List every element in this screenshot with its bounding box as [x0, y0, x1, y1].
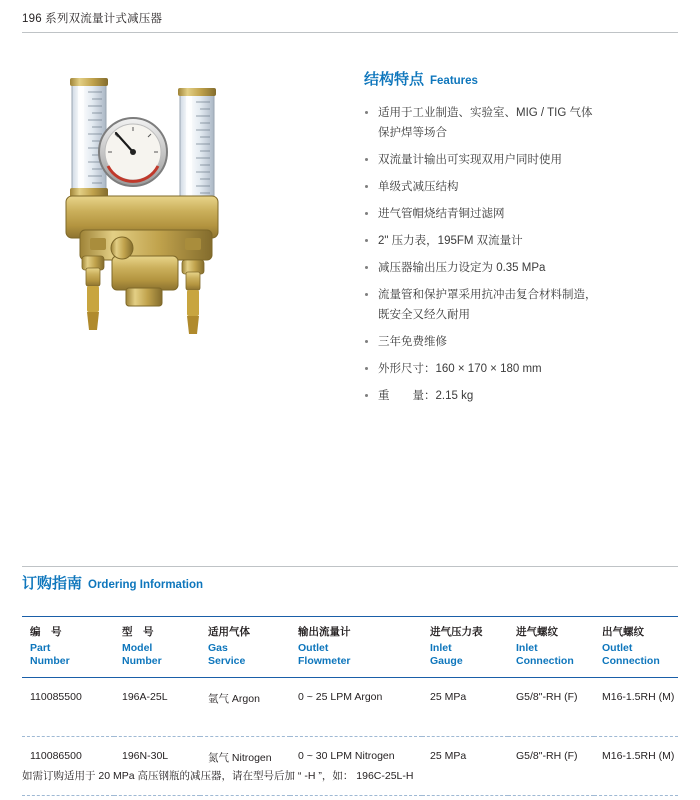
- header-divider: [22, 32, 678, 33]
- feature-item: [364, 359, 680, 379]
- bullet-icon: [365, 185, 368, 188]
- ordering-divider: [22, 566, 678, 567]
- feature-text: 减压器输出压力设定为 0.35 MPa: [378, 262, 546, 274]
- cell-outlet-flowmeter: 0 ~ 25 LPM Argon: [290, 678, 422, 737]
- column-header-en1: Model: [122, 642, 153, 654]
- bullet-icon: [365, 394, 368, 397]
- column-header-cn: 进气螺纹: [516, 626, 558, 638]
- bullet-icon: [365, 293, 368, 296]
- cell-part-number: 110085500: [22, 678, 114, 737]
- column-header-en2: Connection: [602, 655, 660, 667]
- table-row: [22, 678, 678, 737]
- column-header-en2: Number: [122, 655, 162, 667]
- column-header-cn: 出气螺纹: [602, 626, 644, 638]
- column-header-en1: Gas: [208, 642, 228, 654]
- column-header-cn: 输出流量计: [298, 626, 351, 638]
- feature-item: [364, 258, 680, 278]
- cell-inlet-connection: G5/8"-RH (F): [508, 678, 594, 737]
- feature-text: 进气管帽烧结青铜过滤网: [378, 208, 505, 220]
- column-header-gas-service: [200, 617, 290, 678]
- cell-part-number: 110086500: [22, 737, 114, 796]
- features-title-cn: 结构特点: [364, 71, 425, 88]
- column-header-cn: 型 号: [122, 626, 154, 638]
- ordering-note: 如需订购适用于 20 MPa 高压钢瓶的减压器，请在型号后加 “ -H ”，如： 196C-25L-H: [22, 770, 414, 782]
- column-header-en1: Inlet: [430, 642, 452, 654]
- cell-inlet-connection: G5/8"-RH (F): [508, 737, 594, 796]
- pressure-gauge: [99, 118, 167, 186]
- feature-text: 双流量计输出可实现双用户同时使用: [378, 154, 562, 166]
- table-head: [22, 617, 678, 678]
- cell-inlet-gauge: 25 MPa: [422, 737, 508, 796]
- column-header-en2: Gauge: [430, 655, 463, 667]
- column-header-en2: Service: [208, 655, 246, 667]
- feature-text-line2: 保护焊等场合: [378, 127, 447, 139]
- left-outlet-barb: [82, 256, 104, 330]
- table-header-row: [22, 617, 678, 678]
- table-row: [22, 737, 678, 796]
- cell-outlet-connection: M16-1.5RH (M): [594, 737, 678, 796]
- feature-item: [364, 150, 680, 170]
- feature-item: [364, 386, 680, 406]
- bullet-icon: [365, 266, 368, 269]
- column-header-part-number: [22, 617, 114, 678]
- feature-item: [364, 332, 680, 352]
- product-photo: [30, 70, 310, 390]
- page-title: 196 系列双流量计式减压器: [22, 13, 163, 25]
- feature-text: 外形尺寸：160 × 170 × 180 mm: [378, 363, 542, 375]
- column-header-outlet-flowmeter: [290, 617, 422, 678]
- column-header-outlet-connection: [594, 617, 678, 678]
- cell-outlet-connection: M16-1.5RH (M): [594, 678, 678, 737]
- right-flowmeter-tube: [178, 88, 216, 210]
- feature-text-line2: 既安全又经久耐用: [378, 309, 470, 321]
- column-header-en1: Outlet: [602, 642, 633, 654]
- cell-model-number: 196N-30L: [114, 737, 200, 796]
- bullet-icon: [365, 340, 368, 343]
- bullet-icon: [365, 111, 368, 114]
- column-header-en2: Flowmeter: [298, 655, 351, 667]
- feature-item: [364, 204, 680, 224]
- feature-text: 单级式减压结构: [378, 181, 459, 193]
- feature-text: 重 量：2.15 kg: [378, 390, 474, 402]
- right-outlet-barb: [182, 260, 204, 334]
- column-header-en2: Connection: [516, 655, 574, 667]
- column-header-inlet-connection: [508, 617, 594, 678]
- bullet-icon: [365, 367, 368, 370]
- features-section: [364, 68, 680, 413]
- cell-outlet-flowmeter: 0 ~ 30 LPM Nitrogen: [290, 737, 422, 796]
- column-header-cn: 进气压力表: [430, 626, 483, 638]
- ordering-heading: [22, 572, 203, 593]
- page-header: [22, 10, 678, 33]
- ordering-title-cn: 订购指南: [22, 575, 83, 592]
- feature-text: 适用于工业制造、实验室、MIG / TIG 气体: [378, 107, 593, 119]
- column-header-model-number: [114, 617, 200, 678]
- column-header-cn: 编 号: [30, 626, 62, 638]
- feature-text: 2" 压力表，195FM 双流量计: [378, 235, 523, 247]
- column-header-cn: 适用气体: [208, 626, 250, 638]
- feature-item: [364, 285, 680, 325]
- bullet-icon: [365, 239, 368, 242]
- feature-text: 流量管和保护罩采用抗冲击复合材料制造，: [378, 289, 597, 301]
- cell-gas-service: 氮气 Nitrogen: [200, 737, 290, 796]
- cell-inlet-gauge: 25 MPa: [422, 678, 508, 737]
- feature-text: 三年免费维修: [378, 336, 447, 348]
- feature-item: [364, 177, 680, 197]
- column-header-en1: Outlet: [298, 642, 329, 654]
- column-header-en1: Inlet: [516, 642, 538, 654]
- cell-model-number: 196A-25L: [114, 678, 200, 737]
- bullet-icon: [365, 212, 368, 215]
- ordering-title-en: Ordering Information: [88, 579, 204, 591]
- column-header-en2: Number: [30, 655, 70, 667]
- feature-item: [364, 103, 680, 143]
- cell-gas-service: 氩气 Argon: [200, 678, 290, 737]
- feature-item: [364, 231, 680, 251]
- features-title-en: Features: [430, 75, 478, 87]
- regulator-illustration: [30, 70, 310, 390]
- column-header-inlet-gauge: [422, 617, 508, 678]
- bullet-icon: [365, 158, 368, 161]
- features-heading: [364, 68, 680, 89]
- column-header-en1: Part: [30, 642, 51, 654]
